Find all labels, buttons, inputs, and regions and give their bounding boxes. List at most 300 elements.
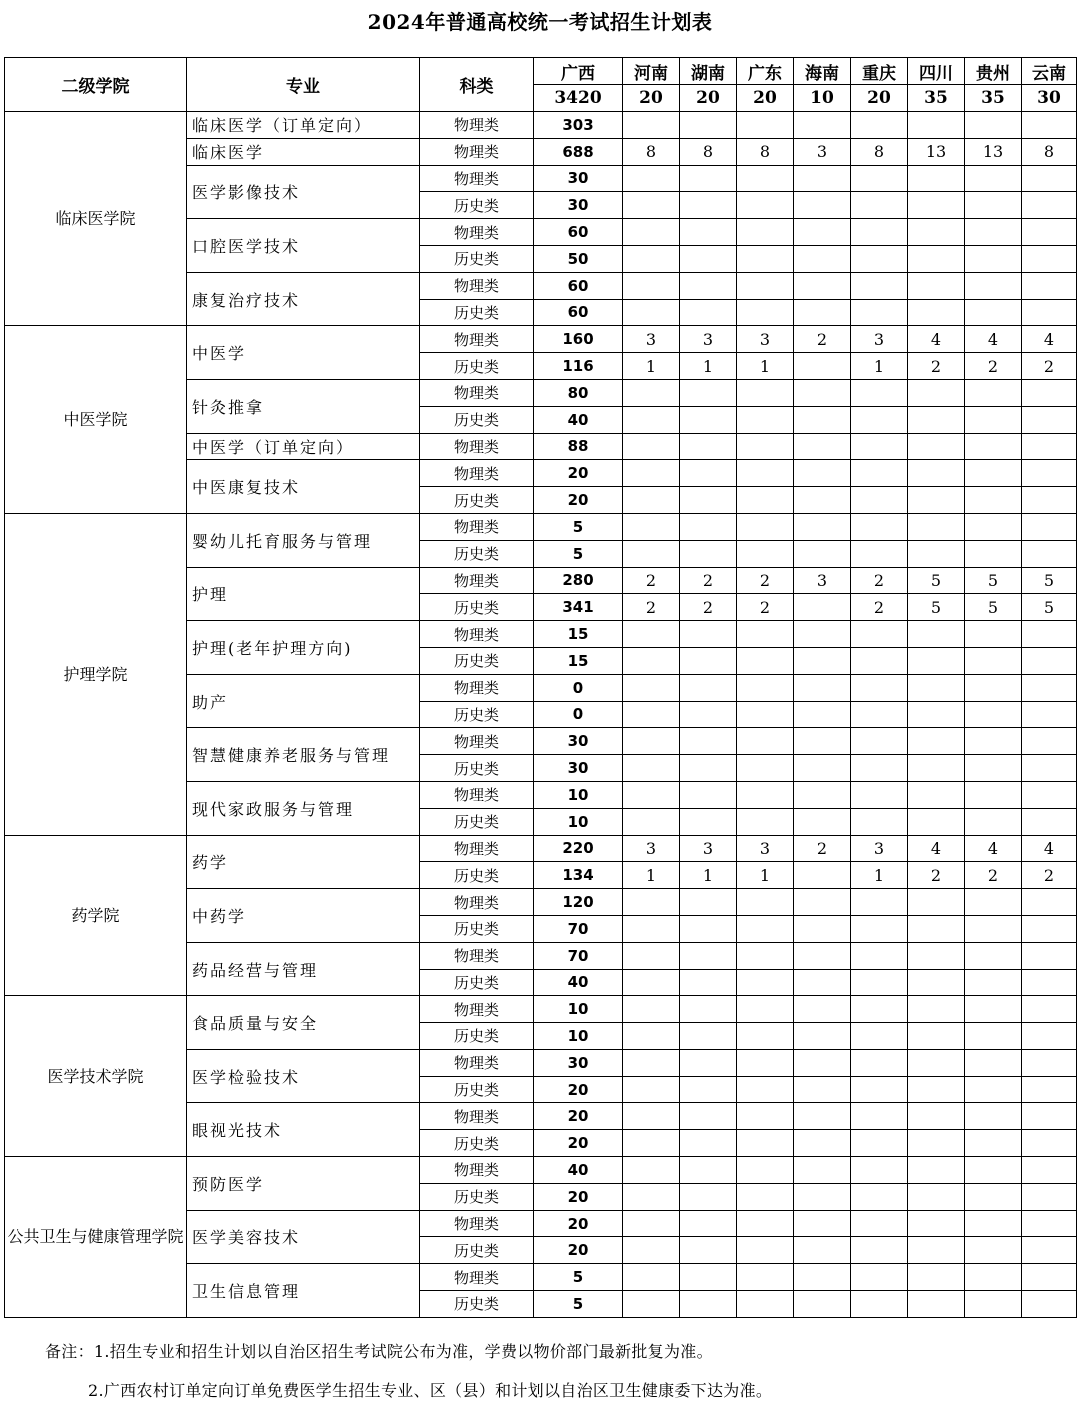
province-quota-cell: 2 [794,835,851,862]
province-quota-cell [965,1237,1022,1264]
province-quota-cell: 5 [908,594,965,621]
category-cell: 历史类 [420,299,534,326]
province-quota-cell [1022,647,1077,674]
category-cell: 物理类 [420,379,534,406]
college-cell: 中医学院 [5,326,187,514]
province-quota-cell [908,674,965,701]
province-quota-cell [737,219,794,246]
category-cell: 物理类 [420,996,534,1023]
guangxi-quota-cell: 15 [534,647,623,674]
province-quota-cell: 1 [737,862,794,889]
province-quota-cell [680,540,737,567]
province-quota-cell [851,1130,908,1157]
province-quota-cell: 8 [737,138,794,165]
category-cell: 物理类 [420,272,534,299]
province-quota-cell [908,647,965,674]
province-quota-cell [851,647,908,674]
province-quota-cell [1022,755,1077,782]
category-cell: 历史类 [420,1291,534,1318]
province-quota-cell [680,969,737,996]
province-quota-cell [965,808,1022,835]
total-hainan: 10 [794,85,851,112]
province-quota-cell [680,996,737,1023]
guangxi-quota-cell: 60 [534,219,623,246]
province-quota-cell [794,219,851,246]
province-quota-cell [623,728,680,755]
province-quota-cell [794,621,851,648]
guangxi-quota-cell: 20 [534,1130,623,1157]
province-quota-cell: 3 [794,567,851,594]
province-quota-cell [737,915,794,942]
province-quota-cell [680,487,737,514]
category-cell: 历史类 [420,862,534,889]
province-quota-cell [851,245,908,272]
major-cell: 护理(老年护理方向) [187,621,420,675]
province-quota-cell [680,674,737,701]
province-quota-cell [794,272,851,299]
province-quota-cell [737,513,794,540]
guangxi-quota-cell: 30 [534,728,623,755]
province-quota-cell [623,192,680,219]
major-cell: 中医学（订单定向） [187,433,420,460]
province-quota-cell [680,1076,737,1103]
header-college: 二级学院 [5,58,187,112]
province-quota-cell [908,1130,965,1157]
province-quota-cell [623,1237,680,1264]
province-quota-cell [680,165,737,192]
province-quota-cell: 2 [1022,862,1077,889]
province-quota-cell [1022,1157,1077,1184]
guangxi-quota-cell: 5 [534,1264,623,1291]
category-cell: 物理类 [420,1049,534,1076]
province-quota-cell [623,647,680,674]
province-quota-cell: 3 [737,326,794,353]
guangxi-quota-cell: 688 [534,138,623,165]
province-quota-cell [794,1237,851,1264]
category-cell: 物理类 [420,433,534,460]
category-cell: 历史类 [420,1130,534,1157]
province-quota-cell [851,621,908,648]
major-cell: 康复治疗技术 [187,272,420,326]
province-quota-cell [737,379,794,406]
footnote-2: 2.广西农村订单定向订单免费医学生招生专业、区（县）和计划以自治区卫生健康委下达为准。 [88,1381,773,1400]
province-quota-cell [851,701,908,728]
category-cell: 物理类 [420,567,534,594]
province-quota-cell [908,889,965,916]
province-quota-cell [965,1210,1022,1237]
category-cell: 物理类 [420,1210,534,1237]
province-quota-cell [794,487,851,514]
province-quota-cell [794,808,851,835]
province-quota-cell [623,460,680,487]
province-quota-cell [623,1023,680,1050]
category-cell: 物理类 [420,112,534,139]
province-quota-cell [965,112,1022,139]
province-quota-cell [965,540,1022,567]
guangxi-quota-cell: 5 [534,540,623,567]
province-quota-cell [1022,406,1077,433]
province-quota-cell [965,433,1022,460]
province-quota-cell [737,245,794,272]
guangxi-quota-cell: 0 [534,674,623,701]
province-quota-cell [908,406,965,433]
province-quota-cell [1022,1130,1077,1157]
guangxi-quota-cell: 10 [534,808,623,835]
province-quota-cell: 2 [737,567,794,594]
province-quota-cell [794,889,851,916]
guangxi-quota-cell: 134 [534,862,623,889]
province-quota-cell [851,808,908,835]
province-quota-cell [851,460,908,487]
province-quota-cell: 2 [623,567,680,594]
province-quota-cell [908,1264,965,1291]
province-quota-cell [680,942,737,969]
guangxi-quota-cell: 10 [534,1023,623,1050]
province-quota-cell: 8 [851,138,908,165]
province-quota-cell [737,433,794,460]
guangxi-quota-cell: 20 [534,487,623,514]
province-quota-cell [965,1183,1022,1210]
province-quota-cell [908,379,965,406]
province-quota-cell [965,487,1022,514]
category-cell: 历史类 [420,755,534,782]
enrollment-plan-table [4,57,1077,1318]
province-quota-cell [1022,621,1077,648]
province-quota-cell [908,272,965,299]
province-quota-cell [794,379,851,406]
province-quota-cell [1022,379,1077,406]
province-quota-cell [737,299,794,326]
category-cell: 历史类 [420,540,534,567]
province-quota-cell [737,192,794,219]
table-row [5,112,1077,139]
guangxi-quota-cell: 50 [534,245,623,272]
category-cell: 历史类 [420,1023,534,1050]
guangxi-quota-cell: 30 [534,1049,623,1076]
province-quota-cell: 2 [851,594,908,621]
province-quota-cell [623,487,680,514]
province-quota-cell [851,728,908,755]
province-quota-cell [965,299,1022,326]
province-quota-cell [680,219,737,246]
province-quota-cell [794,1157,851,1184]
category-cell: 历史类 [420,808,534,835]
province-quota-cell [623,755,680,782]
college-cell: 医学技术学院 [5,996,187,1157]
province-quota-cell [851,1237,908,1264]
province-quota-cell [908,996,965,1023]
province-quota-cell [1022,299,1077,326]
province-quota-cell [680,112,737,139]
province-quota-cell [623,219,680,246]
province-quota-cell [794,1130,851,1157]
province-quota-cell [680,1157,737,1184]
guangxi-quota-cell: 70 [534,915,623,942]
province-quota-cell [908,1076,965,1103]
header-province-chongqing: 重庆 [851,58,908,85]
category-cell: 物理类 [420,219,534,246]
major-cell: 卫生信息管理 [187,1264,420,1318]
province-quota-cell [794,969,851,996]
total-guangxi: 3420 [534,85,623,112]
guangxi-quota-cell: 5 [534,1291,623,1318]
province-quota-cell [794,1103,851,1130]
province-quota-cell [1022,915,1077,942]
province-quota-cell: 8 [623,138,680,165]
category-cell: 物理类 [420,621,534,648]
page-title: 2024年普通高校统一考试招生计划表 [367,10,713,34]
province-quota-cell [680,1264,737,1291]
province-quota-cell [1022,969,1077,996]
province-quota-cell [737,942,794,969]
province-quota-cell [851,755,908,782]
province-quota-cell [794,353,851,380]
province-quota-cell [965,701,1022,728]
province-quota-cell [851,781,908,808]
province-quota-cell [623,540,680,567]
province-quota-cell [1022,1076,1077,1103]
province-quota-cell [851,433,908,460]
province-quota-cell [1022,219,1077,246]
province-quota-cell: 4 [965,326,1022,353]
province-quota-cell [965,915,1022,942]
category-cell: 物理类 [420,728,534,755]
major-cell: 中药学 [187,889,420,943]
province-quota-cell [794,1049,851,1076]
province-quota-cell [851,540,908,567]
category-cell: 历史类 [420,353,534,380]
province-quota-cell [680,1237,737,1264]
guangxi-quota-cell: 20 [534,1210,623,1237]
province-quota-cell [908,1103,965,1130]
province-quota-cell [794,728,851,755]
province-quota-cell: 3 [737,835,794,862]
province-quota-cell [908,219,965,246]
province-quota-cell [680,701,737,728]
province-quota-cell [965,192,1022,219]
province-quota-cell: 4 [908,835,965,862]
province-quota-cell [908,728,965,755]
guangxi-quota-cell: 40 [534,406,623,433]
province-quota-cell [965,1049,1022,1076]
province-quota-cell [623,1291,680,1318]
province-quota-cell: 2 [965,353,1022,380]
province-quota-cell [1022,1291,1077,1318]
category-cell: 历史类 [420,1183,534,1210]
category-cell: 物理类 [420,326,534,353]
province-quota-cell: 3 [794,138,851,165]
province-quota-cell [623,915,680,942]
category-cell: 历史类 [420,1076,534,1103]
province-quota-cell [1022,942,1077,969]
province-quota-cell [851,219,908,246]
province-quota-cell [965,969,1022,996]
guangxi-quota-cell: 30 [534,755,623,782]
province-quota-cell [965,272,1022,299]
province-quota-cell [737,674,794,701]
province-quota-cell [680,808,737,835]
province-quota-cell [737,755,794,782]
province-quota-cell [794,299,851,326]
province-quota-cell: 5 [908,567,965,594]
category-cell: 物理类 [420,1264,534,1291]
province-quota-cell [680,513,737,540]
province-quota-cell [794,165,851,192]
province-quota-cell [794,1291,851,1318]
province-quota-cell [908,299,965,326]
table-row [5,326,1077,353]
province-quota-cell: 1 [680,862,737,889]
province-quota-cell: 8 [680,138,737,165]
major-cell: 临床医学（订单定向） [187,112,420,139]
guangxi-quota-cell: 30 [534,192,623,219]
province-quota-cell [851,379,908,406]
province-quota-cell [623,112,680,139]
province-quota-cell [623,808,680,835]
province-quota-cell [623,889,680,916]
major-cell: 医学检验技术 [187,1049,420,1103]
province-quota-cell [1022,1049,1077,1076]
total-yunnan: 30 [1022,85,1077,112]
province-quota-cell [908,112,965,139]
province-quota-cell [1022,1237,1077,1264]
major-cell: 药品经营与管理 [187,942,420,996]
category-cell: 历史类 [420,647,534,674]
province-quota-cell [680,406,737,433]
category-cell: 物理类 [420,513,534,540]
province-quota-cell [908,1237,965,1264]
province-quota-cell [794,1264,851,1291]
province-quota-cell [851,1076,908,1103]
province-quota-cell [623,1103,680,1130]
province-quota-cell [965,165,1022,192]
province-quota-cell [965,889,1022,916]
province-quota-cell [794,540,851,567]
guangxi-quota-cell: 20 [534,1183,623,1210]
province-quota-cell [1022,781,1077,808]
province-quota-cell [965,460,1022,487]
province-quota-cell [851,406,908,433]
province-quota-cell [1022,192,1077,219]
guangxi-quota-cell: 40 [534,969,623,996]
province-quota-cell [965,513,1022,540]
province-quota-cell [623,969,680,996]
category-cell: 物理类 [420,674,534,701]
province-quota-cell [737,701,794,728]
province-quota-cell [965,674,1022,701]
province-quota-cell [737,808,794,835]
major-cell: 现代家政服务与管理 [187,781,420,835]
guangxi-quota-cell: 120 [534,889,623,916]
province-quota-cell [1022,1183,1077,1210]
province-quota-cell [680,1210,737,1237]
province-quota-cell [1022,1023,1077,1050]
province-quota-cell [680,460,737,487]
province-quota-cell [737,969,794,996]
category-cell: 历史类 [420,969,534,996]
guangxi-quota-cell: 5 [534,513,623,540]
province-quota-cell: 4 [1022,835,1077,862]
province-quota-cell [851,915,908,942]
header-category: 科类 [420,58,534,112]
province-quota-cell [851,1157,908,1184]
major-cell: 医学影像技术 [187,165,420,219]
province-quota-cell [623,165,680,192]
province-quota-cell [737,406,794,433]
province-quota-cell [794,433,851,460]
guangxi-quota-cell: 20 [534,1103,623,1130]
guangxi-quota-cell: 0 [534,701,623,728]
major-cell: 预防医学 [187,1157,420,1211]
province-quota-cell [680,1049,737,1076]
category-cell: 历史类 [420,1237,534,1264]
province-quota-cell [908,245,965,272]
province-quota-cell [623,621,680,648]
province-quota-cell: 3 [851,326,908,353]
province-quota-cell [737,112,794,139]
province-quota-cell [908,460,965,487]
province-quota-cell [680,1103,737,1130]
province-quota-cell [1022,540,1077,567]
college-cell: 公共卫生与健康管理学院 [5,1157,187,1318]
province-quota-cell [965,647,1022,674]
province-quota-cell [680,1130,737,1157]
province-quota-cell [623,299,680,326]
major-cell: 中医学 [187,326,420,380]
province-quota-cell [1022,728,1077,755]
province-quota-cell [680,647,737,674]
province-quota-cell [680,755,737,782]
province-quota-cell: 2 [794,326,851,353]
province-quota-cell [908,808,965,835]
major-cell: 医学美容技术 [187,1210,420,1264]
province-quota-cell [1022,487,1077,514]
total-sichuan: 35 [908,85,965,112]
province-quota-cell [737,621,794,648]
table-body [5,112,1077,1318]
province-quota-cell [680,192,737,219]
province-quota-cell [737,728,794,755]
province-quota-cell [623,674,680,701]
major-cell: 针灸推拿 [187,379,420,433]
province-quota-cell [737,487,794,514]
province-quota-cell [680,728,737,755]
province-quota-cell [794,701,851,728]
province-quota-cell [794,674,851,701]
province-quota-cell: 8 [1022,138,1077,165]
category-cell: 物理类 [420,1157,534,1184]
province-quota-cell: 2 [1022,353,1077,380]
province-quota-cell [680,889,737,916]
province-quota-cell [623,379,680,406]
province-quota-cell [965,1264,1022,1291]
footnote-1: 备注：1.招生专业和招生计划以自治区招生考试院公布为准，学费以物价部门最新批复为准。 [45,1342,713,1361]
province-quota-cell [965,1103,1022,1130]
header-province-yunnan: 云南 [1022,58,1077,85]
province-quota-cell [680,433,737,460]
province-quota-cell: 2 [623,594,680,621]
header-province-hunan: 湖南 [680,58,737,85]
province-quota-cell [908,433,965,460]
guangxi-quota-cell: 303 [534,112,623,139]
category-cell: 历史类 [420,915,534,942]
province-quota-cell [737,647,794,674]
category-cell: 历史类 [420,245,534,272]
province-quota-cell [737,1264,794,1291]
category-cell: 历史类 [420,701,534,728]
province-quota-cell: 2 [851,567,908,594]
province-quota-cell: 2 [908,862,965,889]
